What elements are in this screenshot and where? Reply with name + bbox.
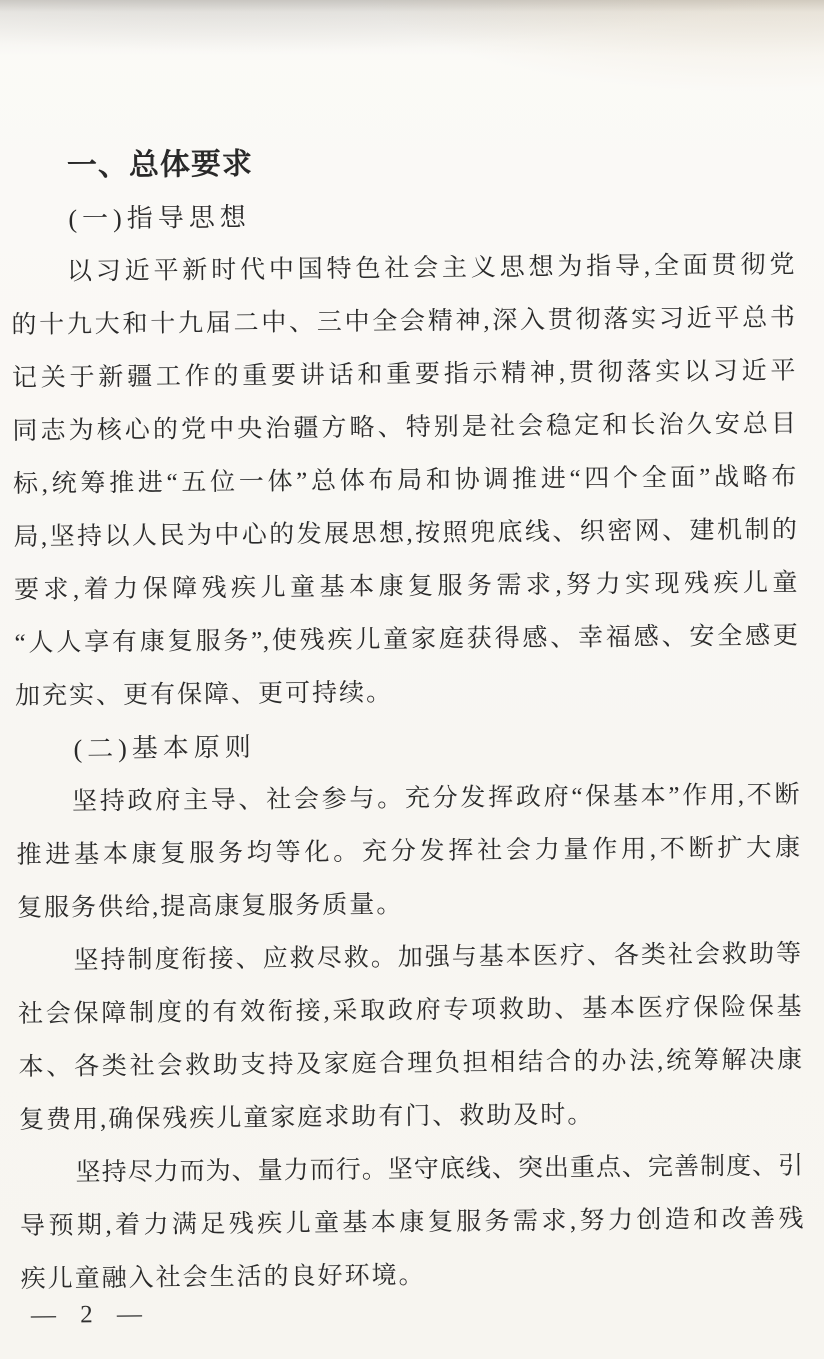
text-line: 标,统筹推进“五位一体”总体布局和协调推进“四个全面”战略布: [12, 463, 798, 499]
text-line: 坚持尽力而为、量力而行。坚守底线、突出重点、完善制度、引: [75, 1152, 804, 1187]
subsection-title-guiding-ideology: (一)指导思想: [68, 202, 251, 234]
text-line: 坚持制度衔接、应救尽救。加强与基本医疗、各类社会救助等: [73, 940, 802, 975]
text-line: 以习近平新时代中国特色社会主义思想为指导,全面贯彻党: [66, 251, 796, 286]
text-line: 疾儿童融入社会生活的良好环境。: [20, 1262, 426, 1293]
text-line: 复费用,确保残疾儿童家庭求助有门、救助及时。: [18, 1101, 595, 1134]
text-line: “人人享有康复服务”,使残疾儿童家庭获得感、幸福感、安全感更: [14, 622, 799, 658]
text-line: 导预期,着力满足残疾儿童基本康复服务需求,努力创造和改善残: [19, 1205, 805, 1240]
text-line: 推进基本康复服务均等化。充分发挥社会力量作用,不断扩大康: [16, 834, 801, 869]
text-line: 复服务供给,提高康复服务质量。: [16, 891, 404, 922]
page-content: [10, 133, 805, 1336]
page-number: — 2 —: [30, 1300, 145, 1329]
text-line: 加充实、更有保障、更可持续。: [14, 679, 394, 711]
section-heading: 一、总体要求: [66, 147, 254, 183]
text-line: 要求,着力保障残疾儿童基本康复服务需求,努力实现残疾儿童: [13, 569, 799, 605]
text-line: 本、各类社会救助支持及家庭合理负担相结合的办法,统筹解决康: [18, 1046, 803, 1081]
text-line: 社会保障制度的有效衔接,采取政府专项救助、基本医疗保险保基: [17, 993, 803, 1028]
text-line: 的十九大和十九届二中、三中全会精神,深入贯彻落实习近平总书: [11, 304, 796, 340]
text-line: 局,坚持以人民为中心的发展思想,按照兜底线、织密网、建机制的: [13, 516, 798, 552]
text-line: 同志为核心的党中央治疆方略、特别是社会稳定和长治久安总目: [12, 410, 797, 446]
subsection-title-basic-principles: (二)基本原则: [73, 732, 256, 764]
text-line: 坚持政府主导、社会参与。充分发挥政府“保基本”作用,不断: [71, 781, 801, 816]
text-line: 记关于新疆工作的重要讲话和重要指示精神,贯彻落实以习近平: [11, 357, 797, 393]
